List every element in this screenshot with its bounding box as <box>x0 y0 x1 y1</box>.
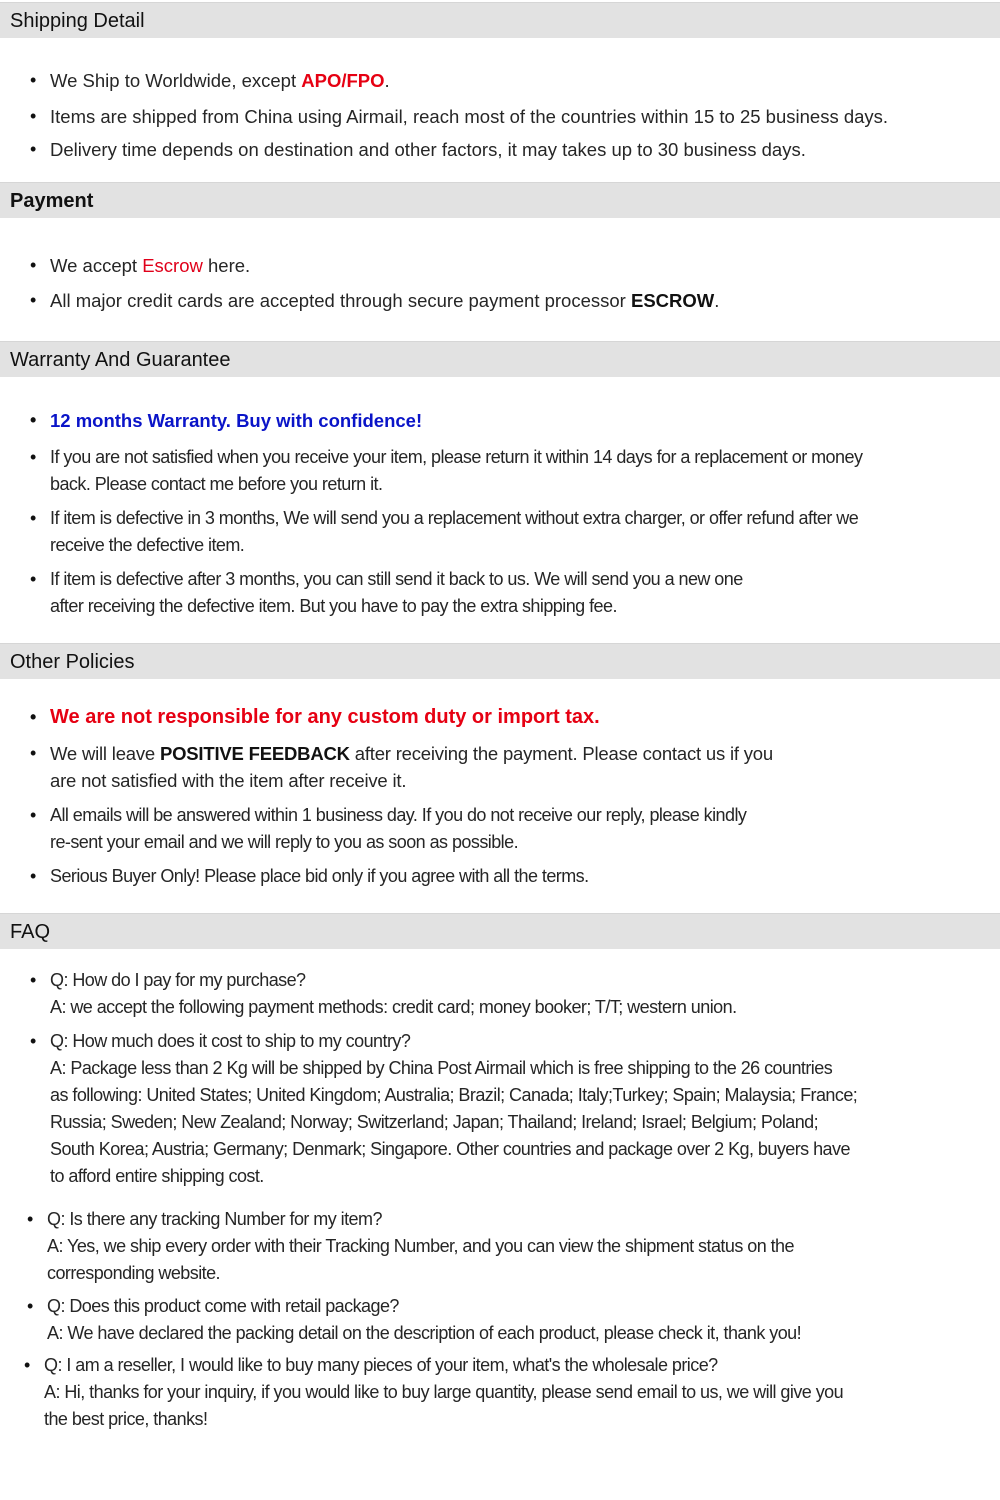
faq-question: • Q: How do I pay for my purchase? <box>50 970 306 990</box>
faq-question: • Q: Does this product come with retail package? <box>47 1296 399 1316</box>
shipping-item-worldwide-text: We Ship to Worldwide, except <box>50 70 302 91</box>
policy-emails-line2: re-sent your email and we will reply to you as soon as possible. <box>50 832 519 852</box>
shipping-item-delivery-text: Delivery time depends on destination and other factors, it may takes up to 30 business days. <box>50 139 806 160</box>
warranty-item-defective-line2: receive the defective item. <box>50 535 245 555</box>
other-policies-title: Other Policies <box>10 651 135 673</box>
payment-item-escrow-end: here. <box>202 255 251 276</box>
payment-item-credit-text: All major credit cards are accepted through secure payment processor <box>50 290 631 311</box>
faq-answer: A: We have declared the packing detail on the description of each product, please check it, thank you! <box>47 1323 802 1343</box>
warranty-title: Warranty And Guarantee <box>10 349 231 371</box>
shipping-item-airmail <box>50 103 888 130</box>
policy-item-serious-buyer <box>50 863 589 890</box>
other-policies-header <box>0 643 1000 679</box>
faq-answer: A: Yes, we ship every order with their Tracking Number, and you can view the shipment status on the <box>47 1236 794 1256</box>
shipping-item-airmail-text: Items are shipped from China using Airmail, reach most of the countries within 15 to 25 business days. <box>50 106 889 127</box>
shipping-detail-header <box>0 2 1000 38</box>
faq-answer: as following: United States; United Kingdom; Australia; Brazil; Canada; Italy;Turkey; Spain; Malaysia; France; <box>50 1085 858 1105</box>
warranty-item-return-line1: • If you are not satisfied when you receive your item, please return it within 14 days for a replacement or money <box>50 447 863 467</box>
faq-question: • Q: Is there any tracking Number for my item? <box>47 1209 382 1229</box>
warranty-item-after-line1: • If item is defective after 3 months, you can still send it back to us. We will send you a new one <box>50 569 743 589</box>
payment-item-escrow <box>50 252 250 279</box>
escrow-bold: ESCROW <box>630 290 715 311</box>
faq-question: • Q: How much does it cost to ship to my country? <box>50 1031 411 1051</box>
faq-question: • Q: I am a reseller, I would like to buy many pieces of your item, what's the wholesale price? <box>44 1355 718 1375</box>
warranty-item-defective-3-months <box>50 505 858 559</box>
faq-answer: to afford entire shipping cost. <box>50 1166 264 1186</box>
faq-answer: A: Package less than 2 Kg will be shipped by China Post Airmail which is free shipping to the 26 countries <box>50 1058 833 1078</box>
payment-item-credit-end: . <box>714 290 720 311</box>
policy-feedback-line2: are not satisfied with the item after receive it. <box>50 770 407 791</box>
faq-item <box>50 967 737 1021</box>
payment-item-escrow-text: We accept <box>50 255 143 276</box>
faq-answer: South Korea; Austria; Germany; Denmark; Singapore. Other countries and package over 2 Kg, buyers have <box>50 1139 850 1159</box>
policy-item-custom-duty-text: We are not responsible for any custom duty or import tax. <box>50 706 600 728</box>
payment-item-credit-cards <box>50 287 719 314</box>
policy-item-feedback <box>50 740 773 794</box>
warranty-item-defective-line1: • If item is defective in 3 months, We will send you a replacement without extra charger, or offer refund after we <box>50 508 859 528</box>
faq-item <box>44 1352 843 1433</box>
shipping-item-worldwide-end: . <box>384 70 390 91</box>
faq-answer: corresponding website. <box>47 1263 221 1283</box>
warranty-header <box>0 341 1000 377</box>
shipping-detail-title: Shipping Detail <box>10 10 145 32</box>
faq-title: FAQ <box>10 921 51 943</box>
warranty-item-12-months-text: 12 months Warranty. Buy with confidence! <box>50 410 423 431</box>
shipping-item-delivery-time <box>50 136 806 163</box>
warranty-item-defective-after <box>50 566 743 620</box>
policy-serious-buyer-text: Serious Buyer Only! Please place bid only if you agree with all the terms. <box>50 866 589 886</box>
policy-feedback-pre: We will leave <box>50 743 160 764</box>
payment-title: Payment <box>10 190 94 212</box>
escrow-highlight: Escrow <box>142 255 203 276</box>
faq-header <box>0 913 1000 949</box>
faq-item <box>50 1028 857 1190</box>
policy-feedback-post: after receiving the payment. Please contact us if you <box>349 743 773 764</box>
faq-answer: the best price, thanks! <box>44 1409 208 1429</box>
faq-item <box>47 1206 794 1287</box>
warranty-item-return <box>50 444 862 498</box>
positive-feedback-bold: POSITIVE FEEDBACK <box>159 743 350 764</box>
shipping-item-worldwide <box>50 67 390 94</box>
policy-item-custom-duty <box>50 704 600 731</box>
warranty-item-after-line2: after receiving the defective item. But you have to pay the extra shipping fee. <box>50 596 617 616</box>
faq-item <box>47 1293 801 1347</box>
warranty-item-return-line2: back. Please contact me before you return it. <box>50 474 383 494</box>
warranty-item-12-months <box>50 407 422 434</box>
faq-answer: Russia; Sweden; New Zealand; Norway; Switzerland; Japan; Thailand; Ireland; Israel; Belgium; Poland; <box>50 1112 819 1132</box>
policy-item-emails <box>50 802 746 856</box>
payment-header <box>0 182 1000 218</box>
policy-emails-line1: • All emails will be answered within 1 business day. If you do not receive our reply, please kindly <box>50 805 747 825</box>
faq-answer: A: we accept the following payment methods: credit card; money booker; T/T; western union. <box>50 997 737 1017</box>
faq-answer: A: Hi, thanks for your inquiry, if you would like to buy large quantity, please send email to us, we will give you <box>44 1382 844 1402</box>
apo-fpo-highlight: APO/FPO <box>301 70 385 91</box>
